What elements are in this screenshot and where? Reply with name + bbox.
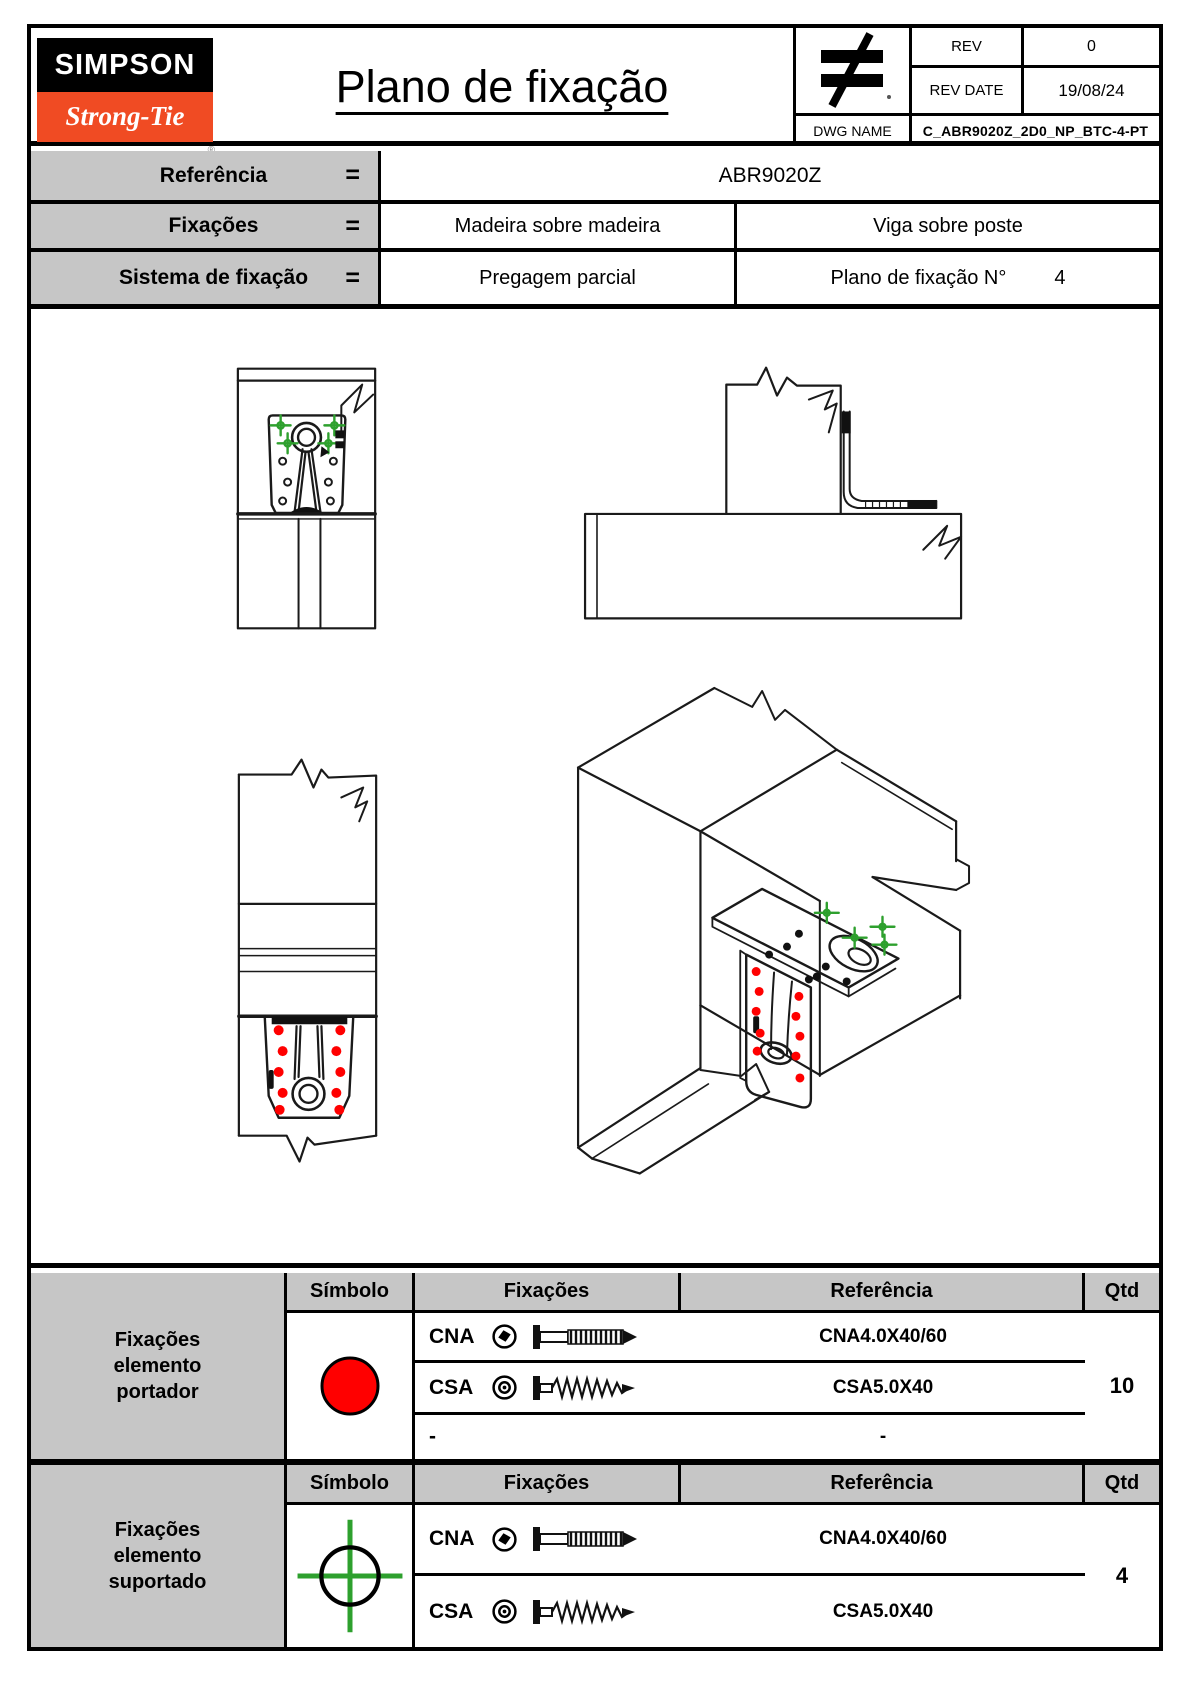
front-elevation-view [239,760,376,1162]
header-fixacoes: Fixações [415,1273,681,1313]
sistema-value-1: Pregagem parcial [381,252,737,304]
nail-icon [530,1324,642,1350]
side-elevation-view [585,368,961,619]
screw-icon [530,1375,642,1401]
drawing-area [31,308,1159,1268]
portador-qty: 10 [1109,1373,1135,1398]
fixacoes-label: Fixações [168,214,259,237]
cna-head-icon [491,1323,518,1350]
header-qtd: Qtd [1085,1273,1159,1313]
row-cna: CNA [415,1505,681,1576]
equals-sign: = [345,161,360,189]
reference-row [31,151,1159,204]
dwg-name-label: DWG NAME [796,116,912,146]
portador-label: Fixações elemento portador [31,1273,287,1459]
suportado-qty: 4 [1115,1563,1129,1588]
equals-sign: = [345,211,360,240]
header-simbolo: Símbolo [287,1465,415,1505]
row-csa: CSA [415,1576,681,1647]
header-referencia: Referência [681,1273,1085,1313]
isometric-view [578,688,969,1173]
equals-sign: = [345,263,360,292]
header-qtd: Qtd [1085,1465,1159,1505]
sistema-label: Sistema de fixação [118,266,309,289]
page-title: Plano de fixação [335,61,669,112]
ref-csa: CSA5.0X40 [681,1363,1085,1415]
referencia-value: ABR9020Z [718,163,822,187]
header-referencia: Referência [681,1465,1085,1505]
red-nail-markers [274,1025,346,1115]
plan-number-label: Plano de fixação N° [830,266,1007,289]
portador-symbol-red-circle [287,1313,415,1459]
row-cna: CNA [415,1313,681,1363]
title-cell [31,28,796,146]
csa-head-icon [491,1598,518,1625]
row-dash: - [429,1425,436,1448]
plan-view [238,369,375,629]
fixings-table-suportado [31,1465,1159,1647]
iso-red-nail-markers [752,967,805,1082]
csa-head-icon [491,1374,518,1401]
logo-simpson: SIMPSON [37,38,213,92]
ref-cna: CNA4.0X40/60 [681,1505,1085,1576]
drawing-sheet [27,24,1163,1651]
title-block [31,28,1159,146]
fixacoes-value-2: Viga sobre poste [873,214,1023,237]
suportado-symbol-crosshair [287,1505,415,1647]
header-fixacoes: Fixações [415,1465,681,1505]
flange-nail-holes [765,930,851,986]
green-screw-markers [271,415,345,453]
rev-label: REV [912,28,1024,68]
projection-symbol-cell [796,28,912,116]
row-csa: CSA [415,1363,681,1415]
rev-date-value: 19/08/24 [1024,68,1159,116]
reference-table [31,151,1159,308]
ref-csa: CSA5.0X40 [832,1600,934,1622]
suportado-label: Fixações elemento suportado [31,1465,287,1647]
ref-cna: CNA4.0X40/60 [681,1313,1085,1363]
plan-number-value: 4 [1054,266,1066,289]
nail-icon [530,1526,642,1552]
rev-value: 0 [1024,28,1159,68]
header-simbolo: Símbolo [287,1273,415,1313]
cad-views [31,308,1159,1263]
screw-icon [530,1599,642,1625]
rev-date-label: REV DATE [912,68,1024,116]
fixings-table-portador [31,1273,1159,1459]
dwg-name-value: C_ABR9020Z_2D0_NP_BTC-4-PT [922,123,1149,139]
fixacoes-value-1: Madeira sobre madeira [381,204,737,248]
fixacoes-row [31,204,1159,252]
cna-head-icon [491,1526,518,1553]
referencia-label: Referência [159,163,268,187]
iso-bracket [712,889,898,1107]
iso-green-screw-markers [815,903,897,955]
not-equal-projection-icon [807,31,899,111]
simpson-strongtie-logo [37,38,213,142]
nail-holes [279,458,337,505]
logo-strongtie: Strong-Tie [37,92,213,142]
sistema-row [31,252,1159,309]
ref-dash: - [879,1426,887,1447]
